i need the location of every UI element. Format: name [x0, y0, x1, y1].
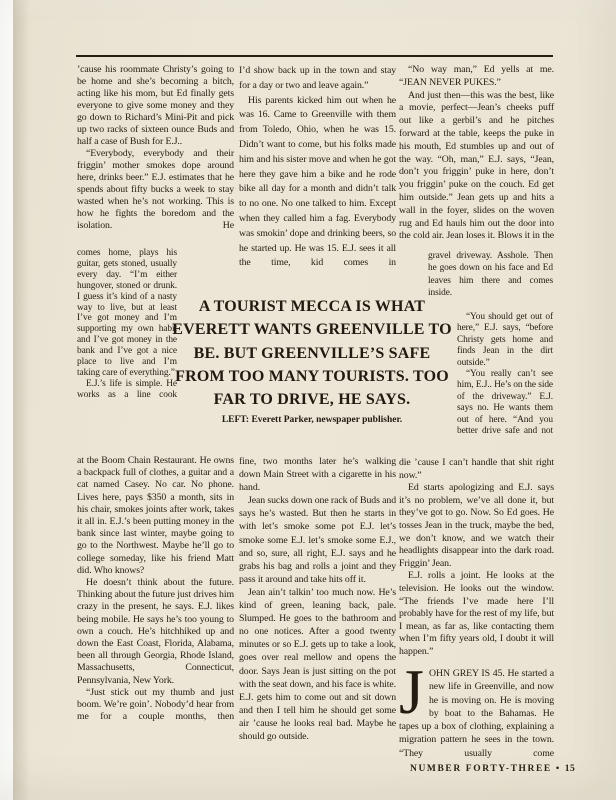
john-grey-text: OHN GREY IS 45. He started a new life in Greenville, and now he is moving on. He is moving by boat to the Bahamas. He tapes up a box of clothing, explaining a migration pattern he sees in the town. “They usually come — [399, 668, 554, 759]
column3-narrow-segment-a — [428, 250, 553, 299]
pull-quote-line: FAR TO DRIVE, HE SAYS. — [213, 391, 411, 409]
column1-bottom-segment — [77, 455, 234, 723]
column2-top-segment — [239, 64, 396, 271]
issue-label: NUMBER FORTY-THREE — [410, 764, 552, 774]
paragraph: His parents kicked him out when he was 16. Came to Greenville with them from Toledo, Ohio, when he was 15. Didn’t want to come, but his folks made him and his sister move and when he got here they gave him a bike and he rode bike all day for a month and didn’t talk to no one. No one talked to him. Except when they called him a fag. Everybody was smokin’ dope and drinking beers, so he started up. He was 15. E.J. sees it all the time, kid comes in — [239, 94, 396, 269]
pull-quote-line: FROM TOO MANY TOURISTS. TOO — [175, 367, 449, 385]
scan-edge-shadow — [13, 0, 30, 800]
pull-quote-caption: LEFT: Everett Parker, newspaper publisher. — [221, 415, 403, 426]
paragraph: He doesn’t think about the future. Thinking about the future just drives him crazy in the present, he says. E.J. likes being mobile. He says he’s too young to own a couch. He’s hitchhiked up and down the East Coast, Florida, Alabama, been all through Georgia, Rhode Island, Massachusetts, Connecticut, Pennsylvania, New York. — [77, 577, 234, 686]
pull-quote-line: BE. BUT GREENVILLE’S SAFE — [193, 344, 431, 362]
column1-top-segment — [77, 64, 234, 232]
top-rule — [76, 55, 553, 57]
paragraph: “Just stick out my thumb and just boom. We’re goin’. Nobody’d hear from me for a couple months, then — [77, 686, 234, 723]
page-footer — [410, 764, 576, 774]
paragraph: Ed starts apologizing and E.J. says it’s no problem, we’ve all done it, but they’ve got to go. Now. So Ed goes. He tosses Jean in the truck, maybe the bed, we don’t know, and we watch their headlights disappear into the dark road. Friggin’ Jean. — [399, 482, 554, 569]
paragraph: E.J.’s life is simple. He works as a line cook — [77, 378, 177, 400]
drop-cap-j: J — [399, 656, 424, 727]
page-number: 15 — [564, 764, 576, 774]
paragraph: “No way man,” Ed yells at me. “JEAN NEVER PUKES.” — [399, 64, 554, 88]
footer-bullet: • — [555, 764, 561, 774]
column3-john-grey-section — [399, 656, 554, 760]
column3-mid-segment — [399, 457, 554, 659]
paragraph: E.J. rolls a joint. He looks at the television. He looks out the window. “The friends I’ve made here I’ll probably have for the rest of my life, but I mean, as far as, like contacting them when I’m fifty years old, I doubt it will happen.” — [399, 570, 554, 657]
pull-quote-line: A TOURIST MECCA IS WHAT — [198, 298, 426, 315]
column3-top-segment — [399, 64, 554, 243]
paragraph: ’cause his roommate Christy’s going to be home and she’s becoming a bitch, acting like his mom, but Ed finally gets everyone to give some money and they go down to Richard’s Mini-Pit and pick up two racks of sixteen ounce Buds and half a case of Bush for E.J.. — [77, 64, 234, 147]
paragraph: Jean ain’t talkin’ too much now. He’s kind of green, leaning back, pale. Slumped. He goes to the bathroom and no one notices. After a good twenty minutes or so E.J. gets up to take a look, goes over real mellow and opens the door. Says Jean is just sitting on the pot with the seat down, and his face is white. E.J. gets him to come out and sit down and then I tell him he should get some air ’cause he looks real bad. Maybe he should go outside. — [239, 586, 396, 742]
paragraph: at the Boom Chain Restaurant. He owns a backpack full of clothes, a guitar and a cat named Casey. No car. No phone. Lives here, pays $350 a month, sits in his chair, smokes joints after work, takes it all in. E.J.’s been putting money in the bank since last winter, maybe going to go to the Northwest. Maybe he’ll go to college someday, like his friend Matt did. Who knows? — [77, 455, 234, 576]
paragraph: “You should get out of here,” E.J. says, “before Christy gets home and finds Jean in the dirt outside.” — [457, 312, 553, 368]
column3-narrow-segment-b — [457, 312, 553, 437]
column2-bottom-segment — [239, 455, 396, 743]
scan-edge-white — [0, 0, 13, 800]
pull-quote — [160, 295, 464, 426]
paragraph: fine, two months later he’s walking down Main Street with a cigarette in his hand. — [239, 456, 396, 494]
paragraph: And just then—this was the best, like a movie, perfect—Jean’s cheeks puff out like a gerbil’s and he pitches forward at the table, keeps the puke in his mouth, Ed stumbles up and out of the way. “Oh, man,” E.J. says, “Jean, don’t you friggin’ puke in here, don’t you friggin’ puke on the couch. Ed get him outside.” Jean gets up and hits a wall in the foyer, slides on the woven rug and Ed hauls him out the door into the cold air. Jean loses it. Blows it in the — [399, 89, 554, 242]
paragraph: “Everybody, everybody and their friggin’ mother smokes dope around here, drinks beer.” E.J. estimates that he spends about fifty bucks a week to stay wasted when he’s not working. This is how he fights the boredom and the isolation. He — [77, 148, 234, 231]
paragraph: gravel driveway. Asshole. Then he goes down on his face and Ed leaves him there and comes inside. — [428, 251, 553, 298]
paragraph: “You really can’t see him, E.J.. He’s on the side of the driveway.” E.J. says no. He wants them out of here. “And you better drive safe and not — [457, 369, 553, 437]
paragraph: I’d show back up in the town and stay for a day or two and leave again.” — [239, 65, 396, 91]
paragraph: Jean sucks down one rack of Buds and says he’s wasted. But then he starts in with let’s smoke some pot E.J. let’s smoke some E.J. let’s smoke some E.J., and so, sure, all right, E.J. says and he grabs his bag and rolls a joint and they pass it around and take hits off it. — [239, 495, 396, 585]
paragraph: die ’cause I can’t handle that shit right now.” — [399, 457, 554, 481]
paragraph: comes home, plays his guitar, gets stoned, usually every day. “I’m either hungover, stoned or drunk. I guess it’s kind of a nasty way to live, but at least I’ve got money and I’m supporting my own habit and I’ve got money in the bank and I’ve got a nice place to live and I’m taking care of everything.” — [77, 248, 177, 378]
pull-quote-line: EVERETT WANTS GREENVILLE TO — [172, 321, 452, 339]
